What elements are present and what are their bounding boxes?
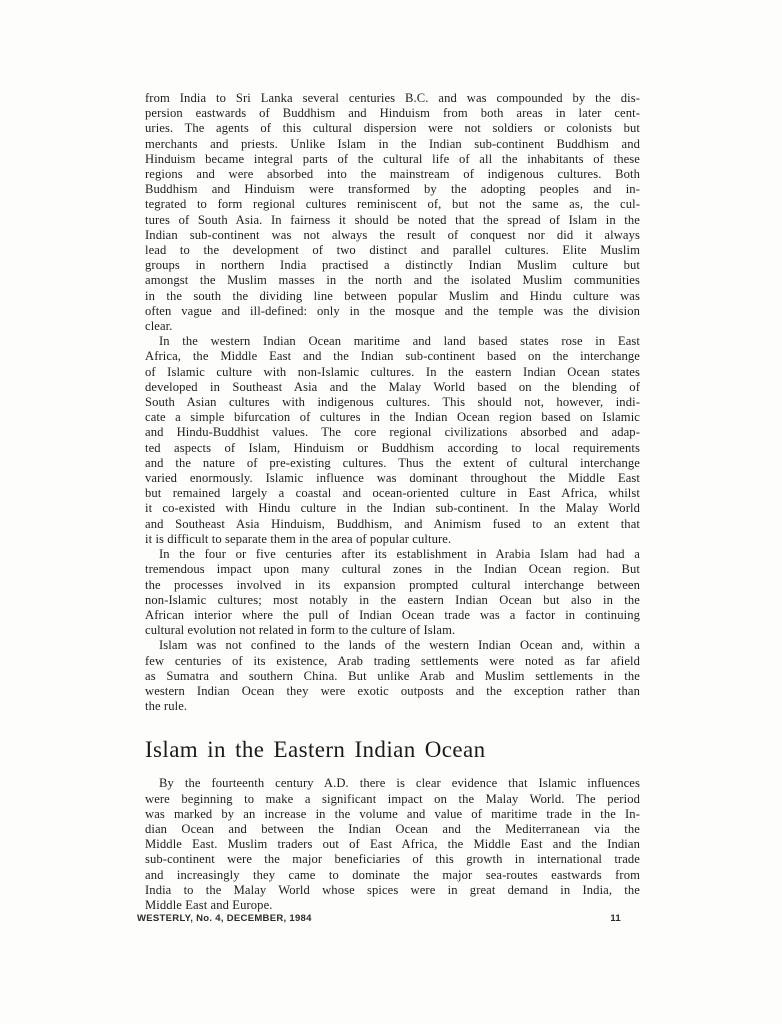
text-line: amongst the Muslim masses in the north and the isolated Muslim communities xyxy=(145,273,640,288)
text-line: lead to the development of two distinct and parallel cultures. Elite Muslim xyxy=(145,243,640,258)
text-line: By the fourteenth century A.D. there is clear evidence that Islamic influences xyxy=(159,776,640,791)
text-line: and increasingly they came to dominate the major sea-routes eastwards from xyxy=(145,867,640,882)
text-line: Buddhism and Hinduism were transformed by the adopting peoples and in- xyxy=(145,182,640,197)
text-line: western Indian Ocean they were exotic outposts and the exception rather than xyxy=(145,683,640,698)
text-line: and the nature of pre-existing cultures. Thus the extent of cultural interchange xyxy=(145,455,640,470)
text-line: persion eastwards of Buddhism and Hinduism from both areas in later cent- xyxy=(145,106,640,121)
text-line: was marked by an increase in the volume and value of maritime trade in the In- xyxy=(145,806,640,821)
text-line: Middle East. Muslim traders out of East Africa, the Middle East and the Indian xyxy=(145,837,640,852)
text-line: varied enormously. Islamic influence was dominant throughout the Middle East xyxy=(145,471,640,486)
article-body xyxy=(145,0,640,913)
paragraph xyxy=(145,638,640,714)
journal-citation: WESTERLY, No. 4, DECEMBER, 1984 xyxy=(137,913,312,924)
text-line: sub-continent were the major beneficiaries of this growth in international trade xyxy=(145,852,640,867)
text-line: often vague and ill-defined: only in the mosque and the temple was the division xyxy=(145,303,640,318)
text-line: developed in Southeast Asia and the Malay World based on the blending of xyxy=(145,379,640,394)
text-line: in the south the dividing line between popular Muslim and Hindu culture was xyxy=(145,288,640,303)
text-line: regions and were absorbed into the mainstream of indigenous cultures. Both xyxy=(145,167,640,182)
text-line: Africa, the Middle East and the Indian sub-continent based on the interchange xyxy=(145,349,640,364)
text-line: Indian sub-continent was not always the result of conquest nor did it always xyxy=(145,227,640,242)
page-number: 11 xyxy=(610,913,621,924)
text-line: In the western Indian Ocean maritime and land based states rose in East xyxy=(159,334,640,349)
text-line: clear. xyxy=(145,319,173,334)
text-line: dian Ocean and between the Indian Ocean and the Mediterranean via the xyxy=(145,821,640,836)
text-line: groups in northern India practised a distinctly Indian Muslim culture but xyxy=(145,258,640,273)
section-heading: Islam in the Eastern Indian Ocean xyxy=(145,737,486,763)
text-line: India to the Malay World whose spices were in great demand in India, the xyxy=(145,882,640,897)
text-line: Middle East and Europe. xyxy=(145,897,273,912)
text-line: merchants and priests. Unlike Islam in the Indian sub-continent Buddhism and xyxy=(145,136,640,151)
text-line: Hinduism became integral parts of the cultural life of all the inhabitants of these xyxy=(145,151,640,166)
text-line: and Hindu-Buddhist values. The core regional civilizations absorbed and adap- xyxy=(145,425,640,440)
text-line: ted aspects of Islam, Hinduism or Buddhism according to local requirements xyxy=(145,440,640,455)
text-line: non-Islamic cultures; most notably in the eastern Indian Ocean but also in the xyxy=(145,592,640,607)
text-line: In the four or five centuries after its establishment in Arabia Islam had had a xyxy=(159,547,640,562)
text-line: South Asian cultures with indigenous cultures. This should not, however, indi- xyxy=(145,395,640,410)
text-line: few centuries of its existence, Arab trading settlements were noted as far afield xyxy=(145,653,640,668)
text-line: tures of South Asia. In fairness it should be noted that the spread of Islam in the xyxy=(145,212,640,227)
text-line: tegrated to form regional cultures reminiscent of, but not the same as, the cul- xyxy=(145,197,640,212)
text-line: and Southeast Asia Hinduism, Buddhism, and Animism fused to an extent that xyxy=(145,516,640,531)
paragraph xyxy=(145,776,640,913)
text-line: Islam was not confined to the lands of the western Indian Ocean and, within a xyxy=(159,638,640,653)
text-line: it co-existed with Hindu culture in the Indian sub-continent. In the Malay World xyxy=(145,501,640,516)
text-line: uries. The agents of this cultural dispersion were not soldiers or colonists but xyxy=(145,121,640,136)
page-footer xyxy=(137,913,637,924)
text-line: cultural evolution not related in form to the culture of Islam. xyxy=(145,623,456,638)
text-line: but remained largely a coastal and ocean-oriented culture in East Africa, whilst xyxy=(145,486,640,501)
text-line: tremendous impact upon many cultural zones in the Indian Ocean region. But xyxy=(145,562,640,577)
paragraph xyxy=(145,334,640,547)
text-line: cate a simple bifurcation of cultures in the Indian Ocean region based on Islamic xyxy=(145,410,640,425)
text-line: it is difficult to separate them in the area of popular culture. xyxy=(145,531,452,546)
paragraph xyxy=(145,547,640,638)
text-line: the processes involved in its expansion prompted cultural interchange between xyxy=(145,577,640,592)
text-line: of Islamic culture with non-Islamic cultures. In the eastern Indian Ocean states xyxy=(145,364,640,379)
text-line: as Sumatra and southern China. But unlike Arab and Muslim settlements in the xyxy=(145,668,640,683)
text-line: were beginning to make a significant impact on the Malay World. The period xyxy=(145,791,640,806)
text-line: African interior where the pull of Indian Ocean trade was a factor in continuing xyxy=(145,607,640,622)
text-line: from India to Sri Lanka several centuries B.C. and was compounded by the dis- xyxy=(145,91,640,105)
text-line: the rule. xyxy=(145,699,188,714)
paragraph xyxy=(145,91,640,334)
